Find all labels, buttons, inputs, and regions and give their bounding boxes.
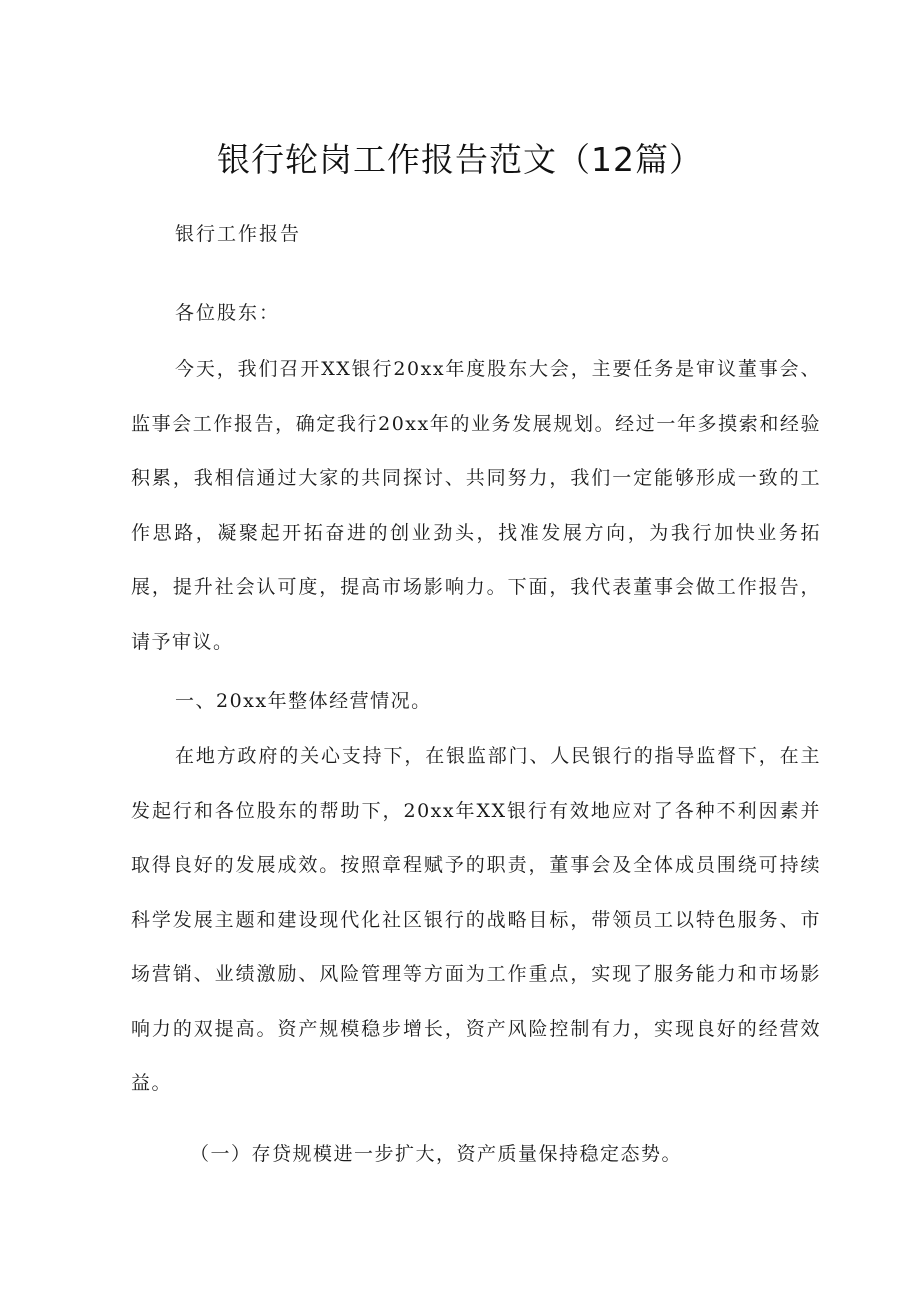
page-title: 银行轮岗工作报告范文（12篇） [217, 140, 703, 179]
document-subtitle: 银行工作报告 [175, 223, 302, 245]
section-heading: 一、20xx年整体经营情况。 [175, 690, 432, 712]
salutation: 各位股东： [175, 302, 281, 324]
body-paragraph-operations: 在地方政府的关心支持下，在银监部门、人民银行的指导监督下，在主发起行和各位股东的帮助下，20xx年XX银行有效地应对了各种不利因素并取得良好的发展成效。按照章程赋予的职责，董事会及全体成员围绕可持续科学发展主题和建设现代化社区银行的战略目标，带领员工以特色服务、市场营销、业绩激励、风险管理等方面为工作重点，实现了服务能力和市场影响力的双提高。资产规模稳步增长，资产风险控制有力，实现良好的经营效益。 [131, 745, 821, 1094]
body-paragraph-intro: 今天，我们召开XX银行20xx年度股东大会，主要任务是审议董事会、监事会工作报告，确定我行20xx年的业务发展规划。经过一年多摸索和经验积累，我相信通过大家的共同探讨、共同努力，我们一定能够形成一致的工作思路，凝聚起开拓奋进的创业劲头，找准发展方向，为我行加快业务拓展，提升社会认可度，提高市场影响力。下面，我代表董事会做工作报告，请予审议。 [131, 358, 821, 653]
subsection-heading: （一）存贷规模进一步扩大，资产质量保持稳定态势。 [190, 1143, 683, 1165]
